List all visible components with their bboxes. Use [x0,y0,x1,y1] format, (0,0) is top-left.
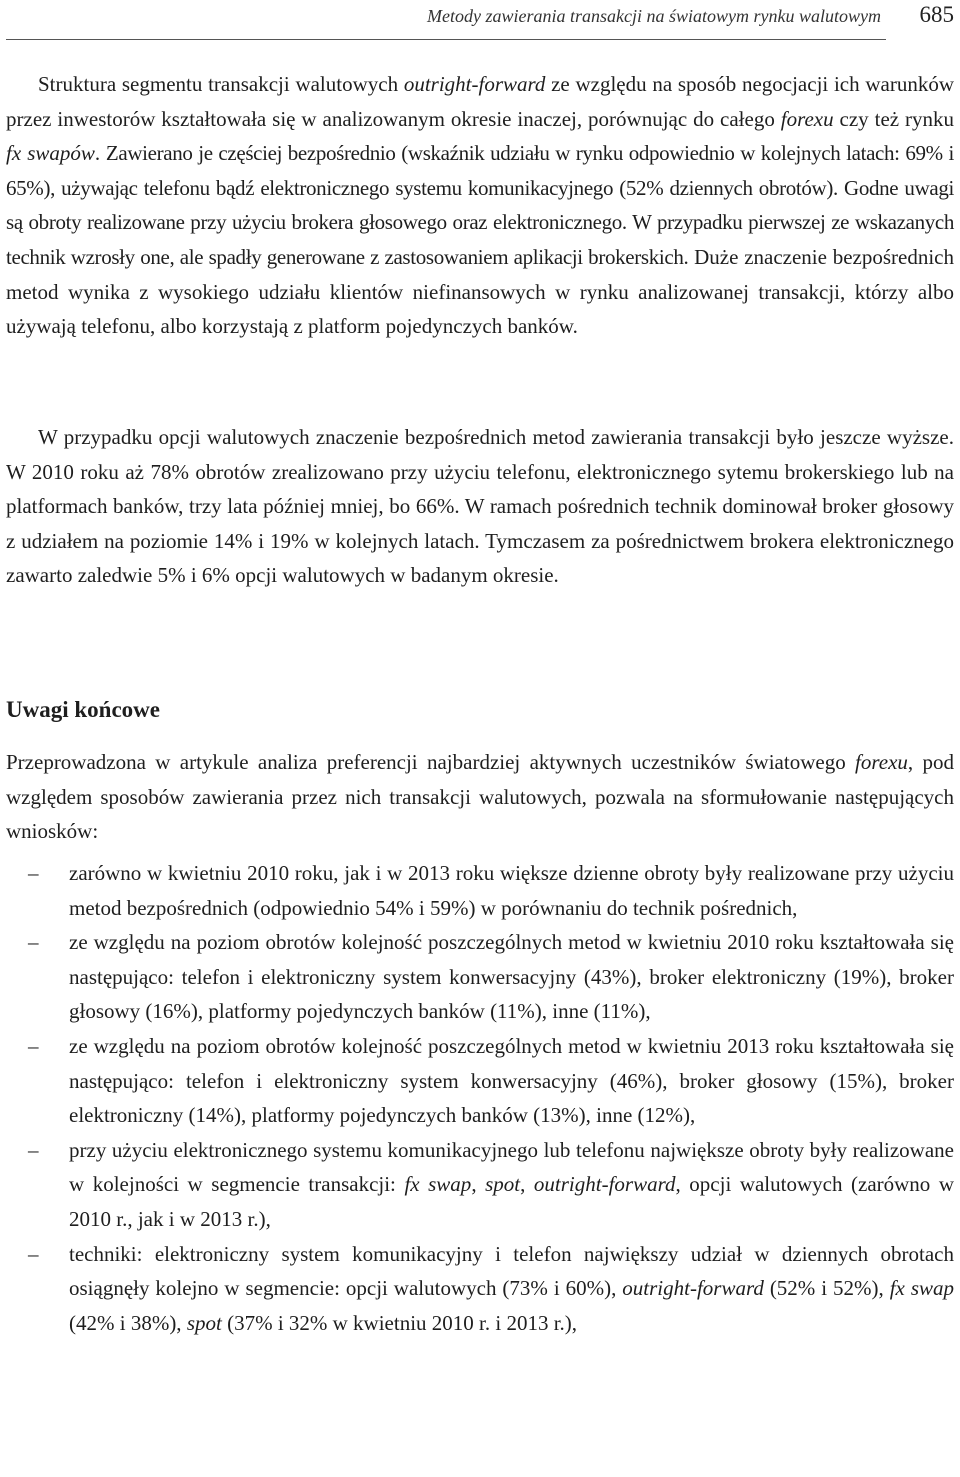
paragraph-2 [6,420,954,593]
p3-text: , pod względem sposobów zawierania przez nich transakcji walutowych, pozwala na sformułowanie następujących wniosków: [6,750,954,844]
list-dash: – [28,1241,39,1266]
p1-sentence-1-text: czy też rynku [833,106,954,131]
p1-sentence-1-text: ze względu na sposób negocjacji ich warunków przez inwestorów kształtowała się w analizowanym okresie inaczej, porównując do całego [6,72,954,131]
list-dash: – [28,1033,39,1058]
list-item [6,856,954,925]
p1-sentence-1-text: . [94,141,101,166]
list-dash: – [28,861,39,885]
list-item-text: ze względu na poziom obrotów kolejność poszczególnych metod w kwietniu 2010 roku kształtowała się następująco: telefon i elektroniczny system konwersacyjny (43%), broker elektroniczny (19%), broker głosowy (16%), platformy pojedynczych banków (11%), inne (11%), [69,930,954,1024]
list-item-text: techniki: elektroniczny system komunikacyjny i telefon największy udział w dziennych obrotach osiągnęły kolejno w segmencie: opcji walutowych (73% i 60%), [69,1241,954,1301]
list-item-text: , [520,1172,534,1197]
p1-sentence-5: Duże znaczenie bezpośrednich metod wynika z wysokiego udziału klientów niefinansowych w rynku analizowanej transakcji, którzy albo używają telefonu, albo korzystają z platform pojedynczych banków. [6,244,954,339]
term-outright-forward: outright-forward [622,1276,764,1301]
list-item-text: , opcji walutowych (zarówno w 2010 r., jak i w 2013 r.), [69,1172,954,1231]
term-outright-forward: outright-forward [533,1172,676,1197]
conclusions-list [6,856,954,1340]
running-header [0,0,960,41]
list-item-text: zarówno w kwietniu 2010 roku, jak i w 2013 roku większe dzienne obroty były realizowane przy użyciu metod bezpośrednich (odpowiednio 54% i 59%) w porównaniu do technik pośrednich, [69,861,954,920]
list-dash: – [28,930,39,955]
p1-sentence-1-text: Struktura segmentu transakcji walutowych [38,72,404,96]
p3-text: Przeprowadzona w artykule analiza preferencji najbardziej aktywnych uczestników światowego [6,750,856,774]
paragraph-1 [6,67,954,344]
p2-text: W przypadku opcji walutowych znaczenie bezpośrednich metod zawierania transakcji było jeszcze wyższe. W 2010 roku aż 78% obrotów zrealizowano przy użyciu telefonu, elektronicznego sytemu brokerskiego lub na platformach banków, trzy lata później mniej, bo 66%. W ramach pośrednich technik dominował broker głosowy z udziałem na poziomie 14% i 19% w kolejnych latach. Tymczasem za pośrednictwem brokera elektronicznego zawarto zaledwie 5% i 6% opcji walutowych w badanym okresie. [6,425,954,588]
list-item-text: (52% i 52%), [763,1276,890,1301]
section-heading: Uwagi końcowe [6,697,160,722]
page-number: 685 [919,2,954,27]
header-rule [6,39,886,40]
list-item-text: przy użyciu elektronicznego systemu komunikacyjnego lub telefonu największe obroty były realizowane w kolejności w segmencie transakcji: [69,1137,954,1197]
list-item [6,1029,954,1133]
term-spot: spot [186,1310,222,1335]
list-item [6,1133,954,1237]
list-item-text: , [471,1172,486,1197]
p3-term-forexu: forexu [855,750,908,774]
list-dash: – [28,1137,39,1162]
list-item-text: (37% i 32% w kwietniu 2010 r. i 2013 r.), [221,1310,578,1335]
list-item [6,1237,954,1341]
list-item-text: ze względu na poziom obrotów kolejność poszczególnych metod w kwietniu 2013 roku kształtowała się następująco: telefon i elektroniczny system konwersacyjny (46%), broker głosowy (15%), broker elektroniczny (14%), platformy pojedynczych banków (13%), inne (12%), [69,1033,954,1128]
p1-term-fx-swapow: fx swapów [6,141,95,166]
list-item [6,925,954,1029]
p1-sentences-2-4: Zawierano je częściej bezpośrednio (wskaźnik udziału w rynku odpowiednio w kolejnych latach: 69% i 65%), używając telefonu bądź elektronicznego systemu komunikacyjnego (52% dziennych obrotów). Godne uwagi są obroty realizowane przy użyciu brokera głosowego oraz elektronicznego. W przypadku pierwszej ze wskazanych technik wzrosły one, ale spadły generowane z zastosowaniem aplikacji brokerskich. [6,141,955,269]
list-item-text: (42% i 38%), [69,1310,187,1335]
term-fx-swap: fx swap [889,1276,954,1301]
paragraph-3 [6,745,954,849]
term-fx-swap: fx swap [404,1172,472,1197]
running-title: Metody zawierania transakcji na światowym rynku walutowym [427,6,881,26]
p1-term-forexu: forexu [780,106,834,131]
p1-term-outright-forward: outright-forward [403,72,546,96]
term-spot: spot [485,1172,521,1197]
